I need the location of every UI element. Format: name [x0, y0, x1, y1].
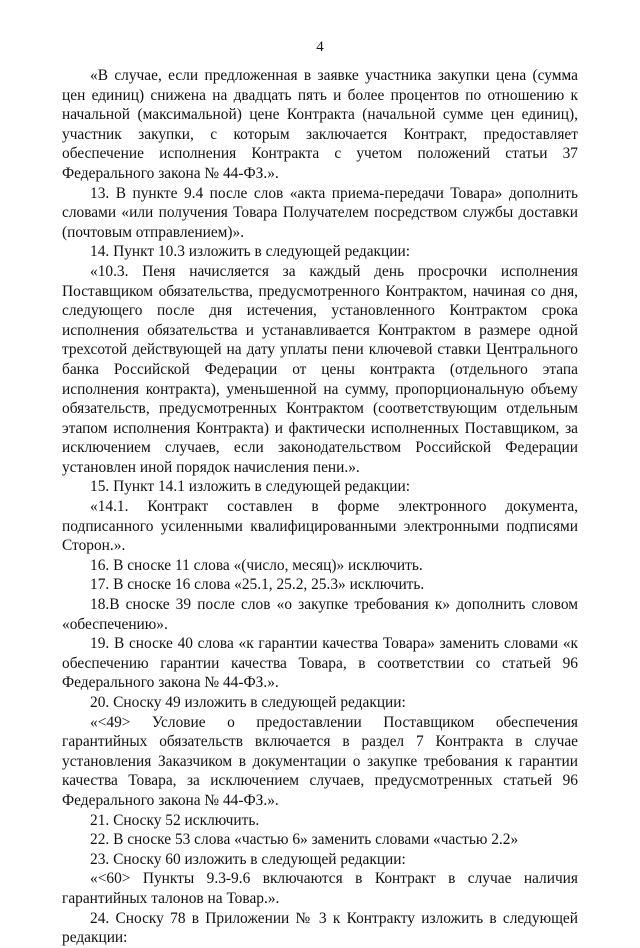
paragraph-item-18: 18.В сноске 39 после слов «о закупке требования к» дополнить словом «обеспечению». [62, 596, 578, 633]
paragraph-item-13: 13. В пункте 9.4 после слов «акта приема-передачи Товара» дополнить словами «или получения Товара Получателем посредством службы доставки (почтовым отправлением)». [62, 184, 578, 241]
paragraph-quote-footnote-49: «<49> Условие о предоставлении Поставщиком обеспечения гарантийных обязательств включается в раздел 7 Контракта в случае установления Заказчиком в документации о закупке требования к гарантии качества Товара, за исключением случаев, предусмотренных статьей 96 Федерального закона № 44-ФЗ.». [62, 713, 578, 809]
paragraph-item-23: 23. Сноску 60 изложить в следующей редакции: [90, 850, 406, 868]
paragraph-item-24: 24. Сноску 78 в Приложении № 3 к Контракту изложить в следующей редакции: [62, 909, 578, 947]
document-body [62, 66, 578, 948]
paragraph-item-14: 14. Пункт 10.3 изложить в следующей редакции: [90, 243, 411, 261]
paragraph-item-16: 16. В сноске 11 слова «(число, месяц)» исключить. [90, 556, 423, 574]
paragraph-item-19: 19. В сноске 40 слова «к гарантии качества Товара» заменить словами «к обеспечению гарантии качества Товара, в соответствии со статьей 96 Федерального закона № 44-ФЗ.». [62, 635, 578, 692]
paragraph-item-22: 22. В сноске 53 слова «частью 6» заменить словами «частью 2.2» [90, 831, 519, 849]
page-number: 4 [316, 39, 324, 55]
paragraph-quote-10-3: «10.3. Пеня начисляется за каждый день просрочки исполнения Поставщиком обязательства, предусмотренного Контрактом, начиная со дня, следующего после дня истечения, установленного Контрактом срока исполнения обязательства и устанавливается Контрактом в размере одной трехсотой действующей на дату уплаты пени ключевой ставки Центрального банка Российской Федерации от цены контракта (отдельного этапа исполнения контракта), уменьшенной на сумму, пропорциональную объему обязательств, предусмотренных Контрактом (соответствующим отдельным этапом исполнения Контракта) и фактически исполненных Поставщиком, за исключением случаев, если законодательством Российской Федерации установлен иной порядок начисления пени.». [62, 262, 578, 476]
paragraph-item-20: 20. Сноску 49 изложить в следующей редакции: [90, 694, 406, 711]
paragraph-quote-price-reduction: «В случае, если предложенная в заявке участника закупки цена (сумма цен единиц) снижена на двадцать пять и более процентов по отношению к начальной (максимальной) цене Контракта (начальной сумме цен единиц), участник закупки, с которым заключается Контракт, предоставляет обеспечение исполнения Контракта с учетом положений статьи 37 Федерального закона № 44-ФЗ.». [62, 67, 578, 182]
paragraph-quote-footnote-60: «<60> Пункты 9.3-9.6 включаются в Контракт в случае наличия гарантийных талонов на Товар.». [62, 870, 578, 907]
paragraph-item-21: 21. Сноску 52 исключить. [90, 811, 260, 829]
paragraph-quote-14-1: «14.1. Контракт составлен в форме электронного документа, подписанного усиленными квалифицированными электронными подписями Сторон.». [62, 498, 578, 555]
paragraph-item-15: 15. Пункт 14.1 изложить в следующей редакции: [90, 478, 411, 496]
paragraph-item-17: 17. В сноске 16 слова «25.1, 25.2, 25.3» исключить. [90, 576, 425, 594]
